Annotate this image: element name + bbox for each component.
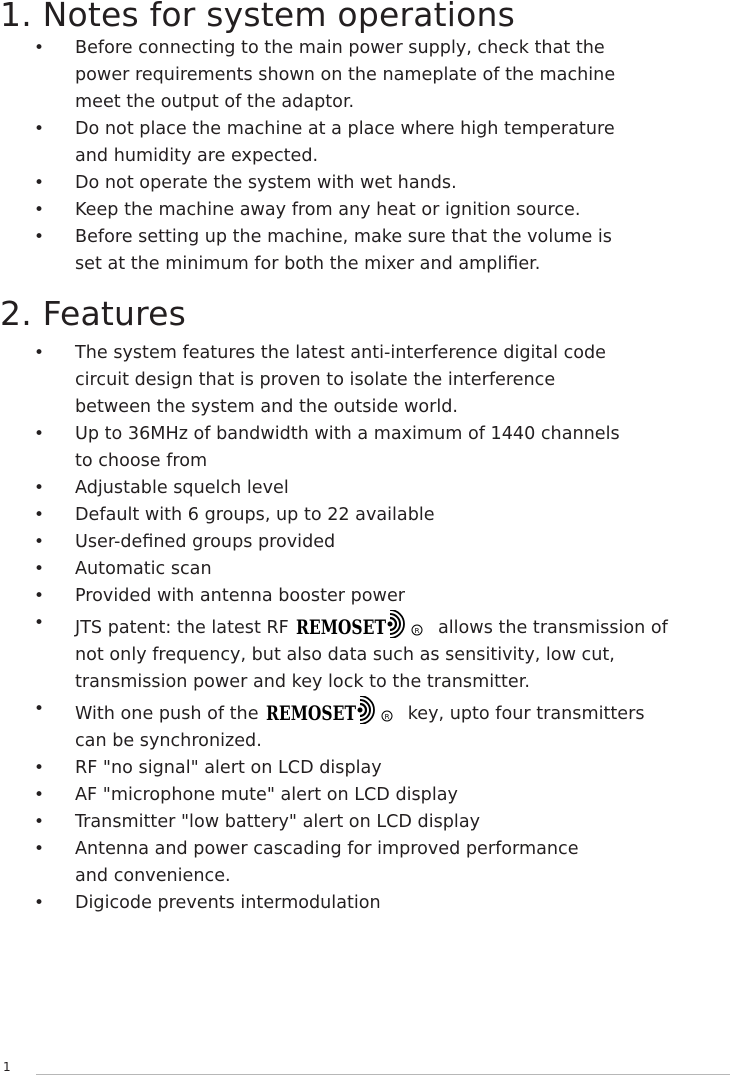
feature-item	[0, 836, 732, 890]
item-text-line: Before connecting to the main power supply, check that the	[75, 38, 605, 58]
feature-item	[0, 755, 732, 782]
remoset-logo	[294, 610, 432, 638]
item-text-line: Adjustable squelch level	[75, 478, 289, 498]
feature-item	[0, 340, 732, 421]
bullet-icon: •	[34, 785, 45, 805]
item-text-line: Do not operate the system with wet hands.	[75, 173, 457, 193]
note-item	[0, 116, 732, 170]
remoset-logo-text: REMOSET	[266, 701, 357, 724]
feature-item	[0, 583, 732, 610]
bullet-icon: •	[34, 343, 45, 363]
note-item	[0, 170, 732, 197]
bullet-icon: •	[34, 532, 45, 552]
feature-item	[0, 556, 732, 583]
wave-signal-icon	[358, 696, 375, 724]
bullet-icon: •	[34, 505, 45, 525]
item-text-line: and humidity are expected.	[75, 146, 319, 166]
bullet-icon: •	[34, 586, 45, 606]
bullet-icon: •	[34, 173, 45, 193]
features-list	[0, 340, 732, 917]
remoset-logo-text: REMOSET	[296, 615, 387, 638]
bullet-icon: •	[34, 812, 45, 832]
item-text-line: Digicode prevents intermodulation	[75, 893, 381, 913]
item-text-line: RF "no signal" alert on LCD display	[75, 758, 382, 778]
item-text-line: Default with 6 groups, up to 22 available	[75, 505, 435, 525]
feature-item	[0, 809, 732, 836]
item-text-before-logo: With one push of the	[75, 704, 259, 724]
note-item	[0, 197, 732, 224]
bullet-icon: •	[34, 893, 45, 913]
item-text-after-logo: allows the transmission of	[437, 618, 668, 638]
bullet-icon: •	[34, 699, 45, 719]
item-text-line: Automatic scan	[75, 559, 212, 579]
item-text-line: AF "microphone mute" alert on LCD display	[75, 785, 458, 805]
bullet-icon: •	[34, 38, 45, 58]
item-text-line: can be synchronized.	[75, 731, 262, 751]
item-text-line: Provided with antenna booster power	[75, 586, 406, 606]
bullet-icon: •	[34, 839, 45, 859]
feature-item	[0, 696, 732, 755]
section2-heading: 2. Features	[0, 294, 187, 333]
item-text-line: set at the minimum for both the mixer and amplifier.	[75, 254, 541, 274]
wave-signal-icon	[388, 610, 405, 638]
registered-mark-letter: R	[384, 713, 390, 721]
item-text-line: to choose from	[75, 451, 208, 471]
feature-item	[0, 502, 732, 529]
feature-item	[0, 782, 732, 809]
item-text-line: Transmitter "low battery" alert on LCD display	[75, 812, 481, 832]
feature-item	[0, 421, 732, 475]
feature-item	[0, 890, 732, 917]
item-text-line: The system features the latest anti-interference digital code	[75, 343, 606, 363]
item-text-line: meet the output of the adaptor.	[75, 92, 355, 112]
item-text-line: User-defined groups provided	[75, 532, 336, 552]
item-text-line: between the system and the outside world.	[75, 397, 458, 417]
bullet-icon: •	[34, 559, 45, 579]
item-text-line: Up to 36MHz of bandwidth with a maximum of 1440 channels	[75, 424, 620, 444]
operations-notes-list	[0, 35, 732, 278]
note-item	[0, 224, 732, 278]
note-item	[0, 35, 732, 116]
registered-mark-letter: R	[414, 627, 420, 635]
item-text-before-logo: JTS patent: the latest RF	[75, 618, 289, 638]
bullet-icon: •	[34, 424, 45, 444]
bullet-icon: •	[34, 478, 45, 498]
item-text-line: Antenna and power cascading for improved performance	[75, 839, 579, 859]
footer-rule	[36, 1074, 730, 1075]
item-text-line: and convenience.	[75, 866, 231, 886]
page-number: 1	[3, 1060, 11, 1074]
item-text-line: Do not place the machine at a place where high temperature	[75, 119, 615, 139]
item-text-line: Keep the machine away from any heat or ignition source.	[75, 200, 581, 220]
item-line-with-logo	[75, 610, 728, 642]
item-text-line: circuit design that is proven to isolate the interference	[75, 370, 556, 390]
item-text-line: transmission power and key lock to the transmitter.	[75, 672, 530, 692]
bullet-icon: •	[34, 119, 45, 139]
item-text-line: Before setting up the machine, make sure that the volume is	[75, 227, 612, 247]
bullet-icon: •	[34, 200, 45, 220]
bullet-icon: •	[34, 613, 45, 633]
feature-item	[0, 610, 732, 696]
section1-heading: 1. Notes for system operations	[0, 0, 516, 34]
bullet-icon: •	[34, 758, 45, 778]
feature-item	[0, 475, 732, 502]
item-text-line: not only frequency, but also data such as sensitivity, low cut,	[75, 645, 615, 665]
item-text-after-logo: key, upto four transmitters	[407, 704, 645, 724]
remoset-logo	[264, 696, 402, 724]
item-line-with-logo	[75, 696, 728, 728]
feature-item	[0, 529, 732, 556]
item-text-line: power requirements shown on the nameplate of the machine	[75, 65, 616, 85]
bullet-icon: •	[34, 227, 45, 247]
